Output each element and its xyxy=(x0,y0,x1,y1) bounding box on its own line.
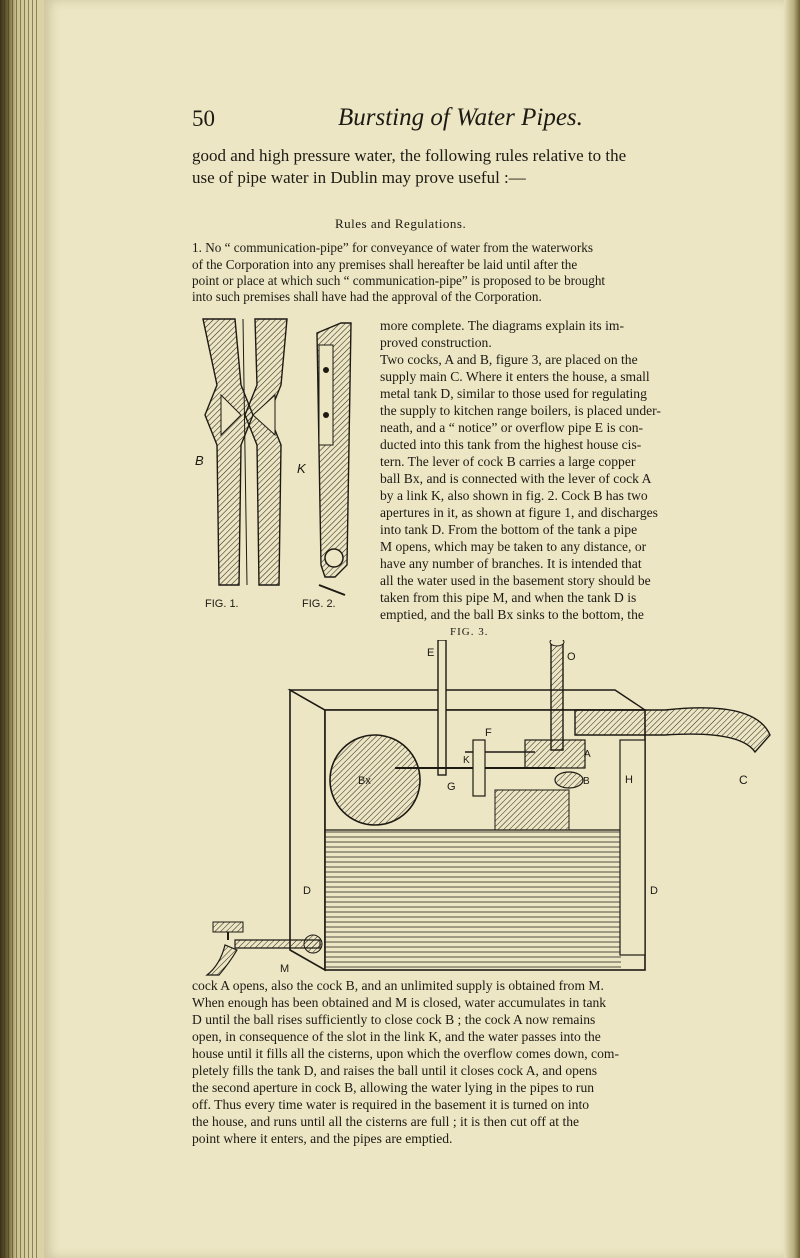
fig2-caption: FIG. 2. xyxy=(302,598,336,610)
book-binding xyxy=(0,0,40,1258)
fig3-label-h: H xyxy=(625,774,633,786)
fig3-label-m: M xyxy=(280,963,290,975)
figures-1-2 xyxy=(195,315,380,615)
fig3-caption: FIG. 3. xyxy=(450,626,489,638)
rule-line: of the Corporation into any premises shall hereafter be laid until after the xyxy=(192,257,578,272)
column-line: M opens, which may be taken to any distance, or xyxy=(380,539,647,554)
column-line: ducted into this tank from the highest house cis- xyxy=(380,437,642,452)
fig3-label-bx: Bx xyxy=(358,775,371,787)
body-line: house until it fills all the cisterns, upon which the overflow comes down, com- xyxy=(192,1046,619,1061)
column-line: apertures in it, as shown at figure 1, and discharges xyxy=(380,505,658,520)
body-line: the second aperture in cock B, allowing the water lying in the pipes to run xyxy=(192,1080,595,1095)
fig3-drawing xyxy=(195,640,785,980)
column-line: metal tank D, similar to those used for regulating xyxy=(380,386,647,401)
body-line: pletely fills the tank D, and raises the ball until it closes cock A, and opens xyxy=(192,1063,598,1078)
fig3-label-d-right: D xyxy=(650,885,658,897)
fig3-label-k: K xyxy=(463,755,470,766)
rule-line: 1. No “ communication-pipe” for conveyance of water from the waterworks xyxy=(192,240,593,255)
fig3-label-f: F xyxy=(485,727,492,739)
fig1-drawing xyxy=(203,319,287,585)
page-number: 50 xyxy=(192,106,215,131)
body-line: off. Thus every time water is required in the basement it is turned on into xyxy=(192,1097,590,1112)
fig3-label-a: A xyxy=(584,749,591,760)
body-line: cock A opens, also the cock B, and an unlimited supply is obtained from M. xyxy=(192,978,604,993)
body-line: open, in consequence of the slot in the link K, and the water passes into the xyxy=(192,1029,601,1044)
rules-heading: Rules and Regulations. xyxy=(335,216,467,231)
fig2-label-k: K xyxy=(297,461,306,476)
body-line: the house, and runs until all the cisterns are full ; it is then cut off at the xyxy=(192,1114,580,1129)
page-edge xyxy=(784,0,800,1258)
body-line: When enough has been obtained and M is closed, water accumulates in tank xyxy=(192,995,607,1010)
intro-line: good and high pressure water, the following rules relative to the xyxy=(192,146,627,165)
column-line: neath, and a “ notice” or overflow pipe E is con- xyxy=(380,420,644,435)
fig1-label-b: B xyxy=(195,453,204,468)
column-line: proved construction. xyxy=(380,335,492,350)
column-line: taken from this pipe M, and when the tank D is xyxy=(380,590,637,605)
column-line: into tank D. From the bottom of the tank a pipe xyxy=(380,522,638,537)
column-line: all the water used in the basement story should be xyxy=(380,573,651,588)
fig3-label-b: B xyxy=(583,776,590,787)
fig3-label-c: C xyxy=(739,773,748,787)
fig3-label-g: G xyxy=(447,781,456,793)
column-line: by a link K, also shown in fig. 2. Cock B has two xyxy=(380,488,648,503)
body-line: D until the ball rises sufficiently to close cock B ; the cock A now remains xyxy=(192,1012,596,1027)
fig2-drawing xyxy=(317,323,351,595)
body-line: point where it enters, and the pipes are emptied. xyxy=(192,1131,453,1146)
column-line: emptied, and the ball Bx sinks to the bottom, the xyxy=(380,607,644,622)
column-line: more complete. The diagrams explain its im- xyxy=(380,318,624,333)
fig1-caption: FIG. 1. xyxy=(205,598,239,610)
column-line: supply main C. Where it enters the house, a small xyxy=(380,369,650,384)
column-line: Two cocks, A and B, figure 3, are placed on the xyxy=(380,352,638,367)
rule-line: into such premises shall have had the approval of the Corporation. xyxy=(192,289,542,304)
column-line: tern. The lever of cock B carries a large copper xyxy=(380,454,636,469)
fig3-label-o: O xyxy=(567,651,576,663)
column-line: have any number of branches. It is intended that xyxy=(380,556,642,571)
fig3-label-d-left: D xyxy=(303,885,311,897)
intro-line: use of pipe water in Dublin may prove useful :— xyxy=(192,168,526,187)
column-line: ball Bx, and is connected with the lever of cock A xyxy=(380,471,652,486)
column-line: the supply to kitchen range boilers, is placed under- xyxy=(380,403,661,418)
rule-line: point or place at which such “ communication-pipe” is proposed to be brought xyxy=(192,273,606,288)
fig3-label-e: E xyxy=(427,647,435,659)
page-title: Bursting of Water Pipes. xyxy=(338,104,583,131)
